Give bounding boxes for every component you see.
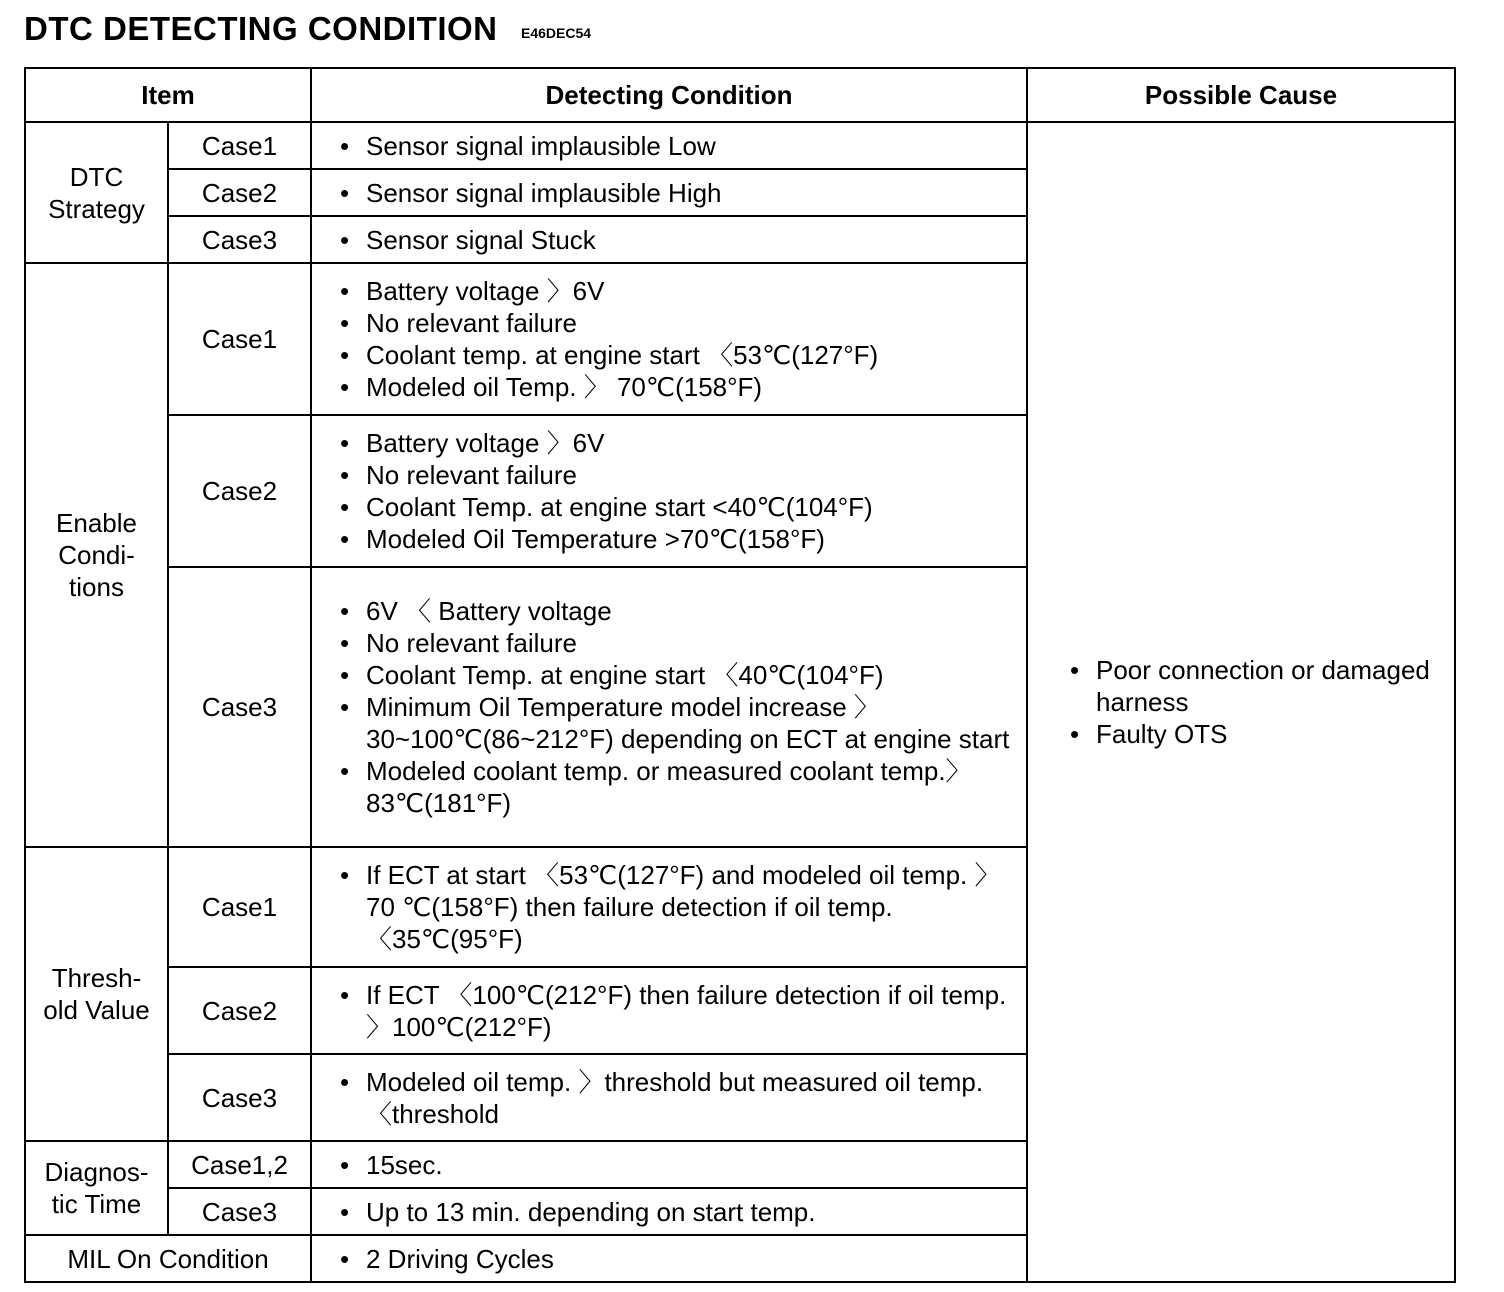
- condition-item: • Coolant temp. at engine start 〈53℃(127°F): [338, 339, 1020, 371]
- case-label: Case2: [168, 169, 311, 216]
- condition-item: • Minimum Oil Temperature model increase 〉30~100℃(86~212°F) depending on ECT at engine start: [338, 691, 1020, 755]
- condition-item: • No relevant failure: [338, 307, 1020, 339]
- condition-cell: [311, 169, 1027, 216]
- condition-item: • 15sec.: [338, 1149, 1020, 1181]
- condition-item: • Modeled coolant temp. or measured coolant temp.〉 83℃(181°F): [338, 755, 1020, 819]
- dtc-table: [24, 67, 1456, 1283]
- threshold-value-label: Thresh- old Value: [25, 847, 168, 1141]
- case-label: Case3: [168, 216, 311, 263]
- page-title: DTC DETECTING CONDITION: [24, 10, 498, 47]
- cause-item: • Faulty OTS: [1068, 718, 1454, 750]
- condition-item: • 2 Driving Cycles: [338, 1243, 1020, 1275]
- enable-conditions-label: Enable Condi- tions: [25, 263, 168, 847]
- case-label: Case1: [168, 263, 311, 415]
- diagnostic-time-label: Diagnos- tic Time: [25, 1141, 168, 1235]
- case-label: Case2: [168, 967, 311, 1054]
- condition-cell: [311, 122, 1027, 169]
- condition-item: • Coolant Temp. at engine start <40℃(104°F): [338, 491, 1020, 523]
- header-row: [25, 68, 1455, 122]
- condition-cell: [311, 1141, 1027, 1188]
- cause-header: Possible Cause: [1027, 68, 1455, 122]
- item-header: Item: [25, 68, 311, 122]
- condition-item: • No relevant failure: [338, 459, 1020, 491]
- case-label: Case3: [168, 1188, 311, 1235]
- condition-cell: [311, 967, 1027, 1054]
- condition-item: • Sensor signal implausible High: [338, 177, 1020, 209]
- condition-item: • No relevant failure: [338, 627, 1020, 659]
- table-row: [25, 122, 1455, 169]
- document-code: E46DEC54: [521, 25, 592, 41]
- condition-cell: [311, 216, 1027, 263]
- condition-item: • If ECT 〈100℃(212°F) then failure detection if oil temp. 〉100℃(212°F): [338, 979, 1020, 1043]
- condition-cell: [311, 1188, 1027, 1235]
- mil-on-condition-label: MIL On Condition: [25, 1235, 311, 1282]
- condition-item: • Modeled Oil Temperature >70℃(158°F): [338, 523, 1020, 555]
- condition-item: • Up to 13 min. depending on start temp.: [338, 1196, 1020, 1228]
- condition-header: Detecting Condition: [311, 68, 1027, 122]
- condition-cell: [311, 567, 1027, 847]
- condition-cell: [311, 263, 1027, 415]
- condition-item: • Modeled oil Temp. 〉 70℃(158°F): [338, 371, 1020, 403]
- case-label: Case3: [168, 567, 311, 847]
- condition-cell: [311, 1054, 1027, 1141]
- condition-item: • Modeled oil temp. 〉threshold but measured oil temp. 〈threshold: [338, 1066, 1020, 1130]
- condition-item: • Battery voltage 〉6V: [338, 427, 1020, 459]
- condition-item: • Sensor signal implausible Low: [338, 130, 1020, 162]
- condition-cell: [311, 415, 1027, 567]
- cause-item: • Poor connection or damaged harness: [1068, 654, 1454, 718]
- condition-cell: [311, 847, 1027, 967]
- condition-item: • 6V 〈 Battery voltage: [338, 595, 1020, 627]
- case-label: Case1: [168, 847, 311, 967]
- case-label: Case2: [168, 415, 311, 567]
- condition-item: • If ECT at start 〈53℃(127°F) and modeled oil temp. 〉70 ℃(158°F) then failure detection if oil temp. 〈35℃(95°F): [338, 859, 1020, 955]
- condition-item: • Sensor signal Stuck: [338, 224, 1020, 256]
- condition-cell: [311, 1235, 1027, 1282]
- case-label: Case1,2: [168, 1141, 311, 1188]
- dtc-strategy-label: DTC Strategy: [25, 122, 168, 263]
- case-label: Case3: [168, 1054, 311, 1141]
- possible-cause-cell: [1027, 122, 1455, 1282]
- condition-item: • Coolant Temp. at engine start 〈40℃(104°F): [338, 659, 1020, 691]
- case-label: Case1: [168, 122, 311, 169]
- condition-item: • Battery voltage 〉6V: [338, 275, 1020, 307]
